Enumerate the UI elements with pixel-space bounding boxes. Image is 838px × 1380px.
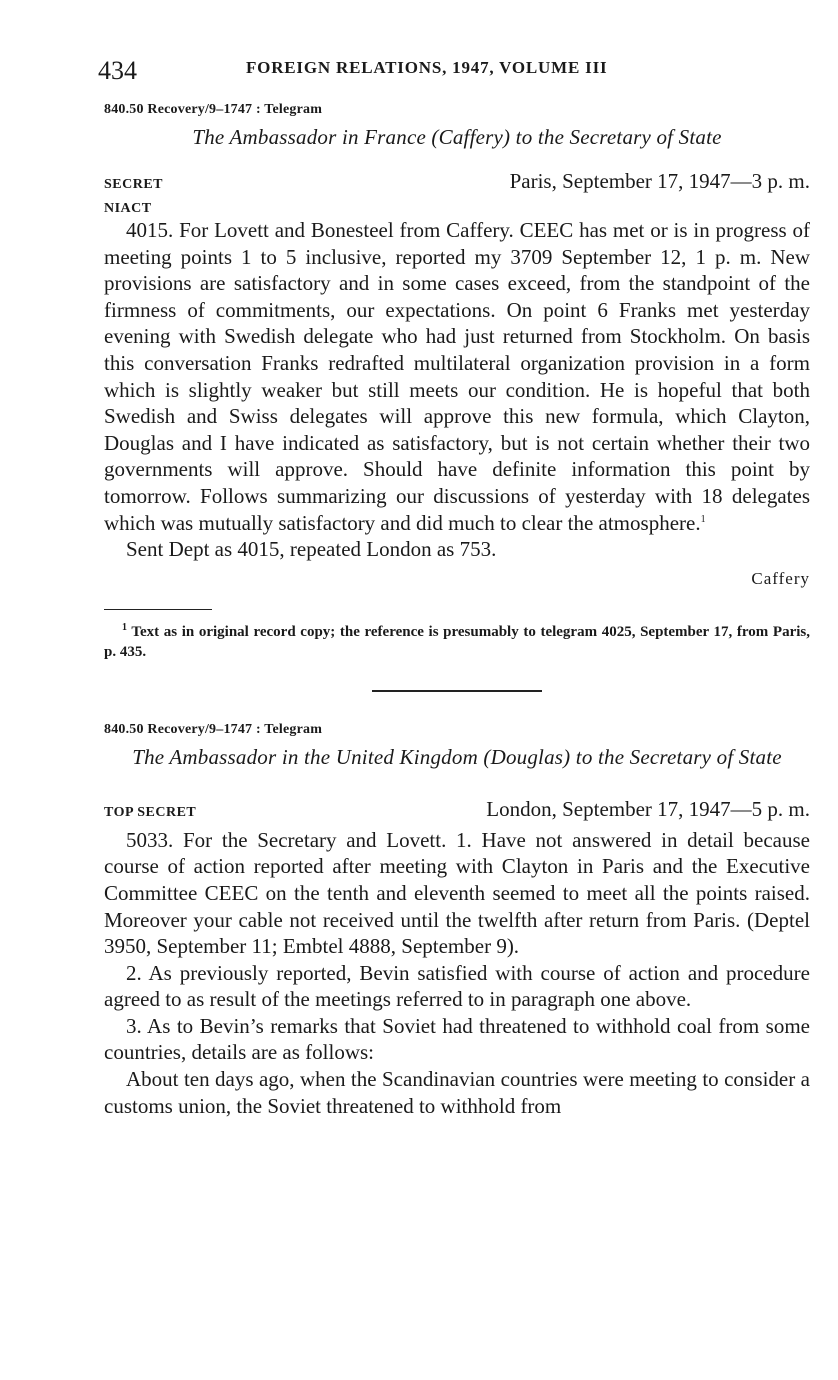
body-paragraph: 3. As to Bevin’s remarks that Soviet had threatened to withhold coal from some countries, details are as follows: [104,1013,810,1065]
dateline [104,797,810,827]
signature: Caffery [751,568,810,588]
body-paragraph: About ten days ago, when the Scandinavian countries were meeting to consider a customs union, the Soviet threatened to withhold from [104,1067,810,1118]
file-reference: 840.50 Recovery/9–1747 : Telegram [104,102,323,117]
running-head [98,52,810,86]
precedence-label: NIACT [104,201,152,216]
date-place: London, September 17, 1947—5 p. m. [486,796,810,821]
footnote-number: 1 [122,621,127,633]
date-place: Paris, September 17, 1947—3 p. m. [509,169,810,193]
body-paragraph: 2. As previously reported, Bevin satisfied with course of action and procedure agreed to as result of the meetings referred to in paragraph one above. [104,960,810,1012]
document-1 [104,102,810,662]
classification-label: TOP SECRET [104,804,197,820]
footnote-rule [104,609,212,610]
section-separator [372,690,542,692]
page-number: 434 [98,56,137,85]
document-title: The Ambassador in France (Caffery) to the Secretary of State [192,125,722,149]
dateline [104,169,810,199]
body-paragraph: 5033. For the Secretary and Lovett. 1. Have not answered in detail because course of action reported after meeting with Clayton in Paris and the Executive Committee CEEC on the tenth and eleventh seemed to meet all the points raised. Moreover your cable not received until the twelfth after return from Paris. (Deptel 3950, September 11; Embtel 4888, September 9). [104,827,810,959]
document-page [98,52,810,1119]
classification-label: SECRET [104,177,164,192]
running-title: FOREIGN RELATIONS, 1947, VOLUME III [246,58,608,77]
document-2 [104,722,810,1120]
file-reference: 840.50 Recovery/9–1747 : Telegram [104,721,323,737]
document-title: The Ambassador in the United Kingdom (Douglas) to the Secretary of State [132,744,782,769]
footnote: $^1$ Text as in original record copy; the reference is presumably to telegram 4025, September 17, from Paris, p. 435. [104,621,810,660]
footnote-marker: 1 [700,513,706,525]
body-paragraph: 4015. For Lovett and Bonesteel from Caffery. CEEC has met or is in progress of meeting points 1 to 5 inclusive, reported my 3709 September 12, 1 p. m. New provisions are satisfactory and in some cases exceed, from the standpoint of the firmness of commitments, our expectations. On point 6 Franks met yesterday evening with Swedish delegate who had just returned from Stockholm. On basis this conversation Franks redrafted multilateral organization provision in a form which is slightly weaker but still meets our condition. He is hopeful that both Swedish and Swiss delegates will approve this new formula, which Clayton, Douglas and I have indicated as satisfactory, but is not certain whether their two governments will approve. Should have definite information this point by tomorrow. Follows summarizing our discussions of yesterday with 18 delegates which was mutually satisfactory and did much to clear the atmosphere.$^1$ [104,218,810,535]
body-paragraph: Sent Dept as 4015, repeated London as 753. [126,537,497,562]
